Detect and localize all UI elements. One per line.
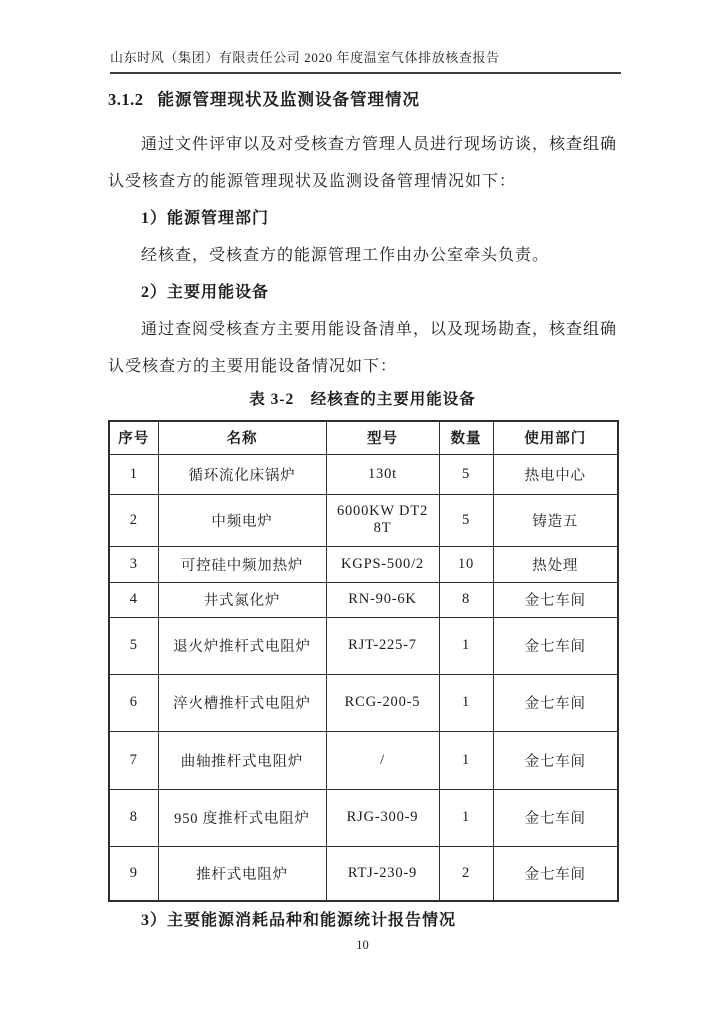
table-cell: 循环流化床锅炉 bbox=[158, 454, 326, 494]
col-header-model: 型号 bbox=[326, 421, 439, 454]
table-cell: 2 bbox=[109, 494, 158, 546]
col-header-name: 名称 bbox=[158, 421, 326, 454]
table-cell: 金七车间 bbox=[493, 674, 618, 731]
table-header-row bbox=[109, 421, 618, 454]
paragraph-line: 通过文件评审以及对受核查方管理人员进行现场访谈，核查组确 bbox=[141, 136, 618, 153]
table-cell: 9 bbox=[109, 846, 158, 901]
table-row bbox=[109, 846, 618, 901]
table-cell: 推杆式电阻炉 bbox=[158, 846, 326, 901]
table-cell: 退火炉推杆式电阻炉 bbox=[158, 617, 326, 674]
page-content bbox=[108, 86, 617, 954]
table-cell: RJG-300-9 bbox=[326, 789, 439, 846]
table-cell: RTJ-230-9 bbox=[326, 846, 439, 901]
table-cell: 130t bbox=[326, 454, 439, 494]
subheading-energy-consumption: 3）主要能源消耗品种和能源统计报告情况 bbox=[141, 912, 457, 929]
subheading-main-equipment: 2）主要用能设备 bbox=[141, 284, 270, 301]
table-cell: 铸造五 bbox=[493, 494, 618, 546]
table-cell: 2 bbox=[439, 846, 493, 901]
table-cell: 金七车间 bbox=[493, 731, 618, 789]
table-cell: 1 bbox=[439, 731, 493, 789]
table-cell: RCG-200-5 bbox=[326, 674, 439, 731]
table-cell: 950 度推杆式电阻炉 bbox=[158, 789, 326, 846]
table-cell: KGPS-500/2 bbox=[326, 546, 439, 582]
table-row bbox=[109, 494, 618, 546]
table-cell: 可控硅中频加热炉 bbox=[158, 546, 326, 582]
table-cell: 金七车间 bbox=[493, 582, 618, 617]
table-cell: 中频电炉 bbox=[158, 494, 326, 546]
table-row bbox=[109, 617, 618, 674]
paragraph-line: 通过查阅受核查方主要用能设备清单，以及现场勘查，核查组确 bbox=[141, 321, 618, 338]
table-cell: 6 bbox=[109, 674, 158, 731]
table-cell: 热处理 bbox=[493, 546, 618, 582]
table-row bbox=[109, 674, 618, 731]
table-header bbox=[109, 421, 618, 454]
table-cell: RN-90-6K bbox=[326, 582, 439, 617]
table-row bbox=[109, 789, 618, 846]
table-row bbox=[109, 546, 618, 582]
paragraph-line: 认受核查方的能源管理现状及监测设备管理情况如下： bbox=[108, 173, 517, 190]
table-cell: 1 bbox=[439, 674, 493, 731]
table-cell: 5 bbox=[439, 494, 493, 546]
table-cell: 金七车间 bbox=[493, 789, 618, 846]
col-header-quantity: 数量 bbox=[439, 421, 493, 454]
subheading-energy-dept: 1）能源管理部门 bbox=[141, 210, 270, 227]
table-cell: 8 bbox=[439, 582, 493, 617]
paragraph-line: 经核查，受核查方的能源管理工作由办公室牵头负责。 bbox=[141, 247, 550, 264]
equipment-table-body bbox=[109, 454, 618, 901]
table-cell: 8 bbox=[109, 789, 158, 846]
table-cell: 淬火槽推杆式电阻炉 bbox=[158, 674, 326, 731]
table-cell: 1 bbox=[439, 789, 493, 846]
table-row bbox=[109, 731, 618, 789]
section-title: 能源管理现状及监测设备管理情况 bbox=[157, 90, 420, 109]
table-cell: 曲轴推杆式电阻炉 bbox=[158, 731, 326, 789]
page-number: 10 bbox=[356, 938, 369, 952]
table-cell: / bbox=[326, 731, 439, 789]
table-cell: 10 bbox=[439, 546, 493, 582]
table-cell: 3 bbox=[109, 546, 158, 582]
table-cell: 1 bbox=[109, 454, 158, 494]
table-row bbox=[109, 582, 618, 617]
equipment-table bbox=[108, 420, 619, 902]
table-cell: 7 bbox=[109, 731, 158, 789]
table-cell: 1 bbox=[439, 617, 493, 674]
section-number: 3.1.2 bbox=[108, 90, 144, 109]
table-caption: 表 3-2 经核查的主要用能设备 bbox=[249, 391, 476, 408]
table-cell: 5 bbox=[109, 617, 158, 674]
section-heading bbox=[108, 86, 617, 110]
col-header-department: 使用部门 bbox=[493, 421, 618, 454]
table-cell: 4 bbox=[109, 582, 158, 617]
table-row bbox=[109, 454, 618, 494]
table-cell: 井式氮化炉 bbox=[158, 582, 326, 617]
running-header-title: 山东时风（集团）有限责任公司 2020 年度温室气体排放核查报告 bbox=[110, 50, 500, 65]
table-cell: 金七车间 bbox=[493, 846, 618, 901]
running-header bbox=[110, 47, 621, 74]
table-cell: RJT-225-7 bbox=[326, 617, 439, 674]
col-header-index: 序号 bbox=[109, 421, 158, 454]
table-cell: 金七车间 bbox=[493, 617, 618, 674]
table-cell: 6000KW DT2 8T bbox=[326, 494, 439, 546]
paragraph-line: 认受核查方的主要用能设备情况如下： bbox=[108, 358, 398, 375]
table-cell: 热电中心 bbox=[493, 454, 618, 494]
table-cell: 5 bbox=[439, 454, 493, 494]
